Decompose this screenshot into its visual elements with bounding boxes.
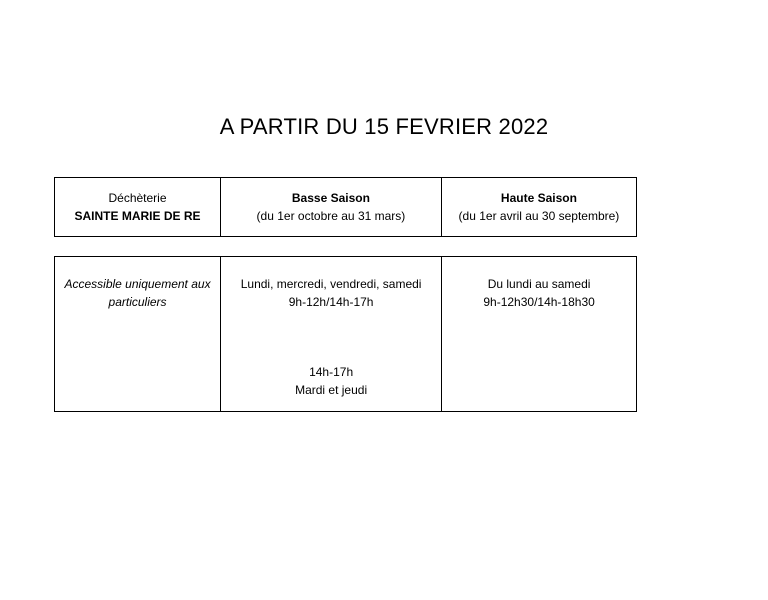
low-season-hours-cell [221, 257, 442, 412]
high-season-header-cell [441, 178, 636, 237]
site-name: SAINTE MARIE DE RE [74, 209, 201, 223]
schedule-body-table [54, 256, 637, 412]
access-cell [55, 257, 221, 412]
header-row [55, 178, 637, 237]
high-season-hours-cell [442, 257, 637, 412]
access-line-2: particuliers [108, 295, 167, 309]
high-season-title: Haute Saison [500, 191, 577, 205]
low-season-alt-days: Mardi et jeudi [295, 383, 368, 397]
high-season-days: Du lundi au samedi [487, 277, 591, 291]
low-season-title: Basse Saison [291, 191, 370, 205]
page-title: A PARTIR DU 15 FEVRIER 2022 [219, 114, 549, 139]
low-season-days: Lundi, mercredi, vendredi, samedi [240, 277, 422, 291]
low-season-header-cell [221, 178, 442, 237]
low-season-dates: (du 1er octobre au 31 mars) [256, 209, 406, 223]
high-season-hours: 9h-12h30/14h-18h30 [483, 295, 595, 309]
schedule-header-table [54, 177, 637, 237]
body-row [55, 257, 637, 412]
cell-spacer [225, 311, 437, 363]
site-label: Déchèterie [108, 191, 167, 205]
access-line-1: Accessible uniquement aux [64, 277, 211, 291]
high-season-dates: (du 1er avril au 30 septembre) [458, 209, 620, 223]
site-cell [55, 178, 221, 237]
low-season-hours: 9h-12h/14h-17h [288, 295, 374, 309]
low-season-alt-hours: 14h-17h [309, 365, 354, 379]
